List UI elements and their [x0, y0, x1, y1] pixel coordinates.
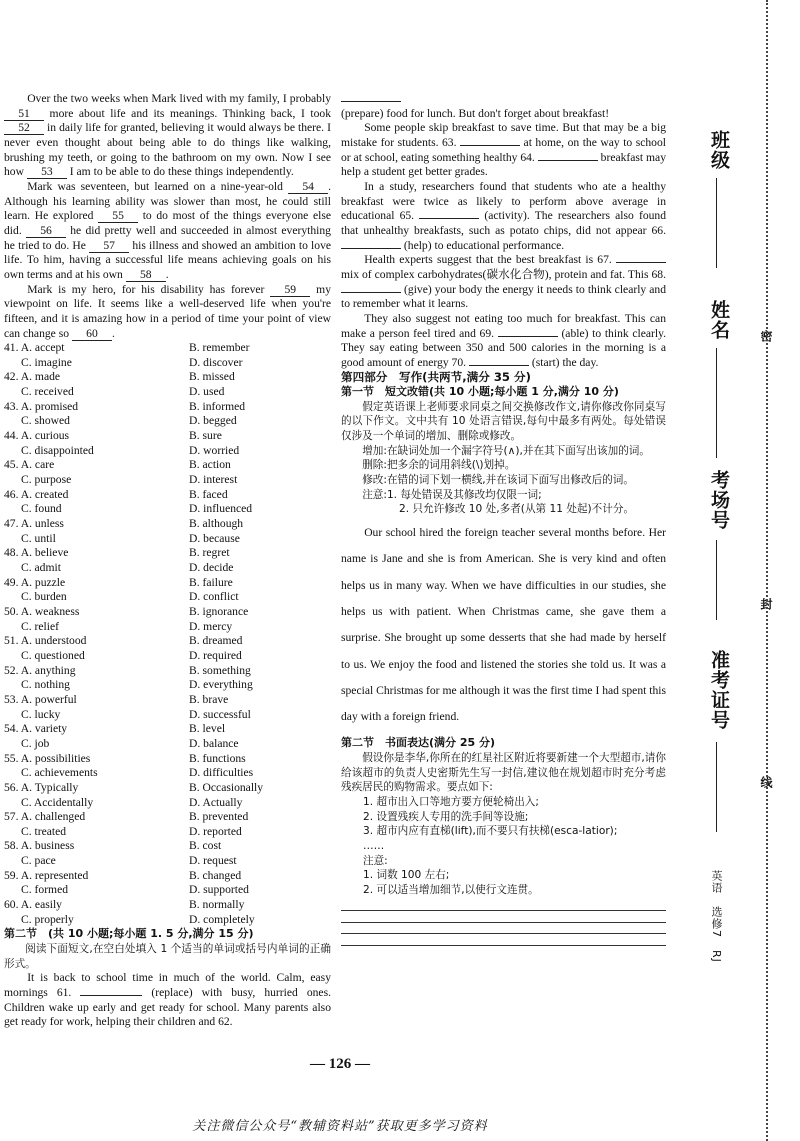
option-d: D. because	[189, 531, 240, 545]
option-b: B. something	[189, 663, 251, 677]
option-c: C. treated	[21, 824, 67, 838]
writing-lines	[341, 900, 666, 946]
seal-char-xian: 线	[759, 776, 773, 788]
writing-line	[341, 934, 666, 946]
text: (give) your body the energy it needs to think clearly and to remember what it learns.	[341, 282, 666, 311]
option-row	[4, 590, 331, 605]
option-c: C. burden	[21, 590, 67, 604]
blank-70	[469, 365, 529, 366]
fill-paragraph-4	[341, 253, 666, 312]
option-row	[4, 664, 331, 679]
option-row	[4, 370, 331, 385]
option-row	[4, 473, 331, 488]
option-d: D. request	[189, 854, 237, 868]
option-d: D. discover	[189, 355, 243, 369]
part4-title: 第四部分 写作(共两节,满分 35 分)	[341, 370, 531, 385]
option-row	[4, 605, 331, 620]
option-row	[4, 693, 331, 708]
blank-59: 59	[270, 284, 310, 297]
option-row	[4, 752, 331, 767]
option-a: 42. A. made	[4, 370, 61, 384]
blank-65	[419, 218, 479, 219]
blank-53: 53	[27, 166, 67, 179]
text: my viewpoint on life. It seems like a well-deserved life when you're fifteen, and it is amazing how in a period of time your point of view can change so	[4, 282, 331, 340]
option-row	[4, 488, 331, 503]
blank-64	[538, 160, 598, 161]
option-row	[4, 898, 331, 913]
option-row	[4, 341, 331, 356]
option-row	[4, 385, 331, 400]
option-row	[4, 649, 331, 664]
footer-note: 关注微信公众号“教辅资料站”获取更多学习资料	[192, 1119, 488, 1134]
option-b: B. regret	[189, 546, 230, 560]
text: It is back to school time in much of the world. Calm, easy mornings 61.	[4, 971, 331, 1000]
blank-63	[460, 145, 520, 146]
option-a: 49. A. puzzle	[4, 575, 66, 589]
seal-char-mi: 密	[759, 330, 773, 342]
right-column	[341, 92, 666, 946]
option-d: D. supported	[189, 883, 249, 897]
option-c: C. found	[21, 502, 62, 516]
option-c: C. relief	[21, 619, 59, 633]
text: to do most of the things everyone else did.	[4, 209, 331, 237]
text: his illness and showed an ambition to love life. To him, having a successful life means achieving goals on his own terms and at his own	[4, 238, 332, 281]
option-a: 56. A. Typically	[4, 780, 79, 794]
option-row	[4, 546, 331, 561]
option-a: 57. A. challenged	[4, 810, 86, 824]
option-c: C. formed	[21, 883, 69, 897]
text: Health experts suggest that the best breakfast is 67.	[364, 253, 612, 267]
cloze-paragraph-2	[4, 180, 331, 283]
option-a: 51. A. understood	[4, 634, 87, 648]
text: at home, on the way to school or at school, eating something healthy 64.	[341, 135, 666, 164]
option-b: B. brave	[189, 692, 229, 706]
class-label: 班级	[708, 130, 730, 170]
page-number: — 126 —	[310, 1056, 370, 1072]
option-c: C. admit	[21, 561, 61, 574]
option-b: B. although	[189, 517, 244, 531]
cut-line-dotted	[766, 0, 768, 1141]
option-row	[4, 532, 331, 547]
blank-62	[341, 101, 401, 102]
option-d: D. interest	[189, 473, 238, 487]
option-b: B. sure	[189, 429, 222, 443]
option-row	[4, 781, 331, 796]
option-row	[4, 444, 331, 459]
ticket-number-label: 准考证号	[708, 650, 730, 730]
option-b: B. remember	[189, 341, 250, 355]
option-row	[4, 810, 331, 825]
text: Mark was seventeen, but learned on a nine-year-old	[27, 179, 283, 193]
option-row	[4, 561, 331, 576]
option-c: C. nothing	[21, 678, 70, 692]
option-row	[4, 502, 331, 517]
note-1: 注意:1. 每处错误及其修改均仅限一词;	[362, 488, 542, 501]
text: I am to be able to do these things independently.	[69, 165, 294, 179]
option-row	[4, 576, 331, 591]
exam-room-label: 考场号	[708, 470, 730, 530]
option-c: C. properly	[21, 912, 74, 926]
part4-section1-title: 第一节 短文改错(共 10 小题;每小题 1 分,满分 10 分)	[341, 385, 619, 399]
option-d: D. used	[189, 385, 225, 399]
text: (able) to think clearly. They say eating between 350 and 500 calories in the morning is a good amount of energy 70.	[341, 326, 667, 369]
option-b: B. cost	[189, 839, 222, 853]
option-d: D. required	[189, 648, 242, 662]
option-b: B. Occasionally	[189, 780, 264, 794]
option-row	[4, 517, 331, 532]
option-row	[4, 400, 331, 415]
text: he did pretty well and succeeded in almost everything he tried to do. He	[4, 223, 331, 252]
option-c: C. pace	[21, 854, 56, 868]
rule-delete: 删除:把多余的词用斜线(\)划掉。	[362, 459, 516, 472]
option-c: C. job	[21, 736, 50, 750]
option-a: 58. A. business	[4, 839, 75, 853]
options-list	[4, 341, 331, 927]
blank-57: 57	[89, 240, 129, 253]
option-row	[4, 839, 331, 854]
option-b: B. changed	[189, 868, 242, 882]
option-b: B. level	[189, 722, 226, 736]
option-b: B. failure	[189, 575, 233, 589]
option-row	[4, 854, 331, 869]
note-label: 注意:	[363, 854, 388, 867]
option-b: B. ignorance	[189, 604, 249, 618]
option-c: C. achievements	[21, 766, 98, 780]
ticket-fill-line	[716, 742, 717, 832]
text: .	[111, 326, 115, 340]
text: Mark is my hero, for his disability has forever	[27, 282, 265, 296]
option-a: 52. A. anything	[4, 663, 76, 677]
option-c: C. received	[21, 385, 74, 399]
option-c: C. until	[21, 531, 56, 545]
text: . Although his learning ability was slower than most, he could still learn. He explored	[4, 179, 332, 223]
option-d: D. conflict	[189, 590, 239, 604]
option-d: D. balance	[189, 736, 239, 750]
text: in daily life for granted, believing it would always be there. I never even thought about being able to do things like walking, brushing my teeth, or going to the bathroom on my own. Now I see how	[4, 121, 331, 179]
option-a: 41. A. accept	[4, 341, 65, 355]
rule-add: 增加:在缺词处加一个漏字符号(∧),并在其下面写出该加的词。	[362, 444, 650, 457]
option-c: C. Accidentally	[21, 795, 94, 809]
option-row	[4, 913, 331, 928]
option-row	[4, 620, 331, 635]
section2-title: 第二节 (共 10 小题;每小题 1. 5 分,满分 15 分)	[4, 927, 254, 941]
option-d: D. difficulties	[189, 766, 254, 780]
class-fill-line	[716, 178, 717, 268]
option-a: 59. A. represented	[4, 868, 89, 882]
option-d: D. worried	[189, 443, 240, 457]
option-d: D. begged	[189, 414, 237, 428]
option-c: C. lucky	[21, 707, 61, 721]
option-c: C. purpose	[21, 473, 72, 487]
option-a: 50. A. weakness	[4, 604, 80, 618]
section2-instruction: 阅读下面短文,在空白处填入 1 个适当的单词或括号内单词的正确形式。	[4, 943, 331, 970]
fill-paragraph-1-cont	[341, 92, 666, 121]
text: They also suggest not eating too much for breakfast. This can make a person feel tired and 69.	[341, 311, 666, 340]
binding-sidebar	[684, 0, 800, 1141]
option-b: B. faced	[189, 487, 228, 501]
option-row	[4, 825, 331, 840]
option-row	[4, 678, 331, 693]
error-correction-essay: Our school hired the foreign teacher several months before. Her name is Jane and she is from American. She is very kind and often helps us in many way. When we have difficulties in our studies, she helps us with patient. When Christmas came, she gave them a surprise. She brought up some desserts that she had made by herself to us. We enjoy the food and listened the stories she told us. It was a special Christmas for me although it was the first time I had spent this day with a foreign friend.	[341, 526, 666, 724]
option-row	[4, 869, 331, 884]
option-c: C. questioned	[21, 648, 85, 662]
option-row	[4, 414, 331, 429]
part4-section2-instruction: 假设你是李华,你所在的红星社区附近将要新建一个大型超市,请你给该超市的负责人史密斯先生写一封信,建议他在规划超市时充分考虑残疾居民的购物需求。要点如下:	[341, 752, 666, 794]
option-b: B. informed	[189, 399, 246, 413]
note-details: 2. 可以适当增加细节,以使行文连贯。	[363, 883, 539, 896]
option-b: B. action	[189, 458, 231, 472]
option-row	[4, 429, 331, 444]
blank-52: 52	[4, 122, 44, 135]
text: mix of complex carbohydrates(碳水化合物), protein and fat. This 68.	[341, 267, 666, 281]
option-row	[4, 634, 331, 649]
option-row	[4, 722, 331, 737]
option-a: 48. A. believe	[4, 546, 69, 560]
part4-section2-title: 第二节 书面表达(满分 25 分)	[341, 736, 496, 750]
note-2: 2. 只允许修改 10 处,多者(从第 11 处起)不计分。	[399, 503, 635, 516]
fill-paragraph-5	[341, 312, 666, 371]
writing-line	[341, 900, 666, 912]
text: Some people skip breakfast to save time. But that may be a big mistake for students. 63.	[341, 121, 666, 149]
blank-51: 51	[4, 108, 44, 121]
blank-58: 58	[126, 269, 166, 282]
option-a: 47. A. unless	[4, 517, 64, 531]
blank-56: 56	[26, 225, 66, 238]
option-d: D. influenced	[189, 502, 253, 516]
blank-66	[341, 248, 401, 249]
option-row	[4, 883, 331, 898]
blank-61	[80, 995, 142, 996]
option-d: D. Actually	[189, 795, 243, 809]
option-d: D. mercy	[189, 619, 233, 633]
blank-68	[341, 292, 401, 293]
text: (activity). The researchers also found that unhealthy breakfasts, such as potato chips, did not appear 66.	[341, 209, 667, 237]
option-b: B. missed	[189, 370, 235, 384]
option-c: C. imagine	[21, 355, 72, 369]
point-1: 1. 超市出入口等地方要方便轮椅出入;	[363, 796, 539, 809]
rule-modify: 修改:在错的词下划一横线,并在该词下面写出修改后的词。	[362, 474, 634, 487]
note-word-count: 1. 词数 100 左右;	[363, 869, 450, 882]
option-d: D. completely	[189, 912, 255, 926]
text: (replace) with busy, hurried ones. Children wake up early and get ready for school. Many parents also get ready for work, helping their children and 62.	[4, 986, 331, 1029]
text: Over the two weeks when Mark lived with my family, I probably	[27, 92, 331, 105]
name-label: 姓名	[708, 300, 730, 340]
option-row	[4, 737, 331, 752]
seal-char-feng: 封	[759, 598, 773, 610]
fill-paragraph-3	[341, 180, 666, 253]
part4-section1-instruction: 假定英语课上老师要求同桌之间交换修改作文,请你修改你同桌写的以下作文。文中共有 10 处语言错误,每句中最多有两处。每处错误仅涉及一个单词的增加、删除或修改。	[341, 400, 666, 443]
fill-paragraph-2	[341, 121, 666, 180]
option-b: B. normally	[189, 898, 245, 912]
option-a: 54. A. variety	[4, 722, 68, 736]
writing-line	[341, 923, 666, 935]
text: (prepare) food for lunch. But don't forget about breakfast!	[341, 106, 610, 120]
writing-line	[341, 911, 666, 923]
name-fill-line	[716, 348, 717, 458]
exam-room-fill-line	[716, 540, 717, 620]
ellipsis: ……	[363, 840, 385, 852]
option-a: 53. A. powerful	[4, 692, 77, 706]
option-row	[4, 458, 331, 473]
option-c: C. showed	[21, 414, 70, 428]
blank-55: 55	[98, 210, 138, 223]
fill-paragraph-1	[4, 971, 331, 1030]
option-b: B. dreamed	[189, 634, 243, 648]
left-column	[4, 92, 331, 1030]
cloze-paragraph-1	[4, 92, 331, 180]
point-3: 3. 超市内应有直梯(lift),而不要只有扶梯(esca-latior);	[363, 825, 618, 838]
option-a: 45. A. care	[4, 458, 55, 472]
text: .	[165, 267, 169, 281]
blank-67	[616, 262, 666, 263]
blank-54: 54	[288, 181, 328, 194]
cloze-paragraph-3	[4, 283, 331, 342]
option-row	[4, 708, 331, 723]
option-a: 55. A. possibilities	[4, 751, 91, 765]
text: (help) to educational performance.	[403, 238, 565, 252]
option-b: B. prevented	[189, 810, 249, 824]
option-a: 44. A. curious	[4, 429, 70, 443]
text: breakfast may help a student get better grades.	[341, 150, 667, 179]
text: (start) the day.	[531, 355, 599, 369]
option-row	[4, 356, 331, 371]
option-c: C. disappointed	[21, 443, 94, 457]
option-d: D. decide	[189, 561, 234, 574]
option-a: 43. A. promised	[4, 399, 79, 413]
option-row	[4, 796, 331, 811]
option-d: D. reported	[189, 824, 242, 838]
text: In a study, researchers found that students who ate a healthy breakfast were twice as likely to perform above average in educational 65.	[341, 179, 666, 223]
blank-69	[498, 336, 558, 337]
option-d: D. successful	[189, 707, 251, 721]
blank-60: 60	[72, 328, 112, 341]
option-d: D. everything	[189, 678, 253, 692]
option-b: B. functions	[189, 751, 246, 765]
text: more about life and its meanings. Thinking back, I took	[49, 106, 331, 120]
edition-label: 英语 选修7 RJ	[710, 870, 723, 963]
option-a: 60. A. easily	[4, 898, 62, 912]
option-row	[4, 766, 331, 781]
point-2: 2. 设置残疾人专用的洗手间等设施;	[363, 810, 529, 823]
option-a: 46. A. created	[4, 487, 69, 501]
